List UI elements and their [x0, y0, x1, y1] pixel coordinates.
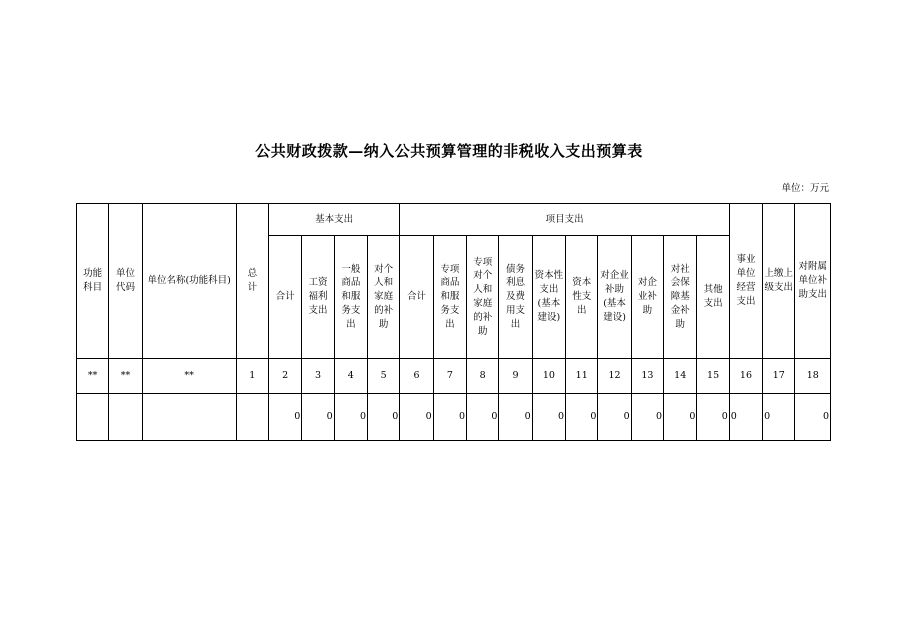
header-project-col: 资本 性支 出: [566, 236, 598, 359]
index-cell: 7: [433, 359, 466, 394]
page-title: 公共财政拨款—纳入公共预算管理的非税收入支出预算表: [255, 142, 643, 160]
data-cell: 0: [499, 394, 532, 441]
index-cell: **: [109, 359, 142, 394]
data-cell: 0: [566, 394, 598, 441]
data-cell: 0: [368, 394, 400, 441]
header-subsidiary-grant: 对附属 单位补 助支出: [795, 204, 831, 359]
index-cell: **: [142, 359, 236, 394]
index-cell: 5: [368, 359, 400, 394]
data-cell: [109, 394, 142, 441]
header-unit-name: 单位名称(功能科目): [142, 204, 236, 359]
header-project-col: 对社 会保 障基 金补 助: [664, 236, 697, 359]
index-cell: 13: [631, 359, 663, 394]
data-cell: 0: [532, 394, 565, 441]
header-project-col: 对企 业补 助: [631, 236, 663, 359]
data-cell: 0: [631, 394, 663, 441]
unit-label: 单位：万元: [781, 183, 829, 194]
header-project-col: 专项 对个 人和 家庭 的补 助: [467, 236, 499, 359]
index-cell: **: [77, 359, 109, 394]
data-cell: 0: [664, 394, 697, 441]
index-cell: 15: [697, 359, 729, 394]
data-cell: 0: [334, 394, 367, 441]
index-row: [77, 359, 831, 394]
data-cell: [77, 394, 109, 441]
header-basic-group: 基本支出: [268, 204, 399, 236]
index-cell: 4: [334, 359, 367, 394]
index-cell: 1: [236, 359, 268, 394]
header-project-col: 专项 商品 和服 务支 出: [433, 236, 466, 359]
index-cell: 12: [598, 359, 631, 394]
header-project-group: 项目支出: [400, 204, 729, 236]
index-cell: 18: [795, 359, 831, 394]
header-project-col: 对企业 补助 (基本 建设): [598, 236, 631, 359]
header-unit-code: 单位 代码: [109, 204, 142, 359]
header-basic-col: 合计: [268, 236, 301, 359]
header-total: 总 计: [236, 204, 268, 359]
header-basic-col: 对个 人和 家庭 的补 助: [368, 236, 400, 359]
data-cell: 0: [433, 394, 466, 441]
header-project-col: 资本性 支出 (基本 建设): [532, 236, 565, 359]
index-cell: 11: [566, 359, 598, 394]
header-basic-col: 工资 福利 支出: [302, 236, 334, 359]
header-basic-col: 一般 商品 和服 务支 出: [334, 236, 367, 359]
data-row: [77, 394, 831, 441]
data-cell: 0: [268, 394, 301, 441]
header-project-col: 债务 利息 及费 用支 出: [499, 236, 532, 359]
data-cell: [142, 394, 236, 441]
header-project-col: 其他 支出: [697, 236, 729, 359]
index-cell: 10: [532, 359, 565, 394]
data-cell: 0: [467, 394, 499, 441]
data-cell: 0: [697, 394, 729, 441]
header-business-expense: 事业 单位 经营 支出: [729, 204, 762, 359]
index-cell: 17: [763, 359, 795, 394]
index-cell: 3: [302, 359, 334, 394]
header-upper-payment: 上缴上 级支出: [763, 204, 795, 359]
index-cell: 9: [499, 359, 532, 394]
data-cell: 0: [763, 394, 795, 441]
data-cell: 0: [598, 394, 631, 441]
data-cell: 0: [302, 394, 334, 441]
header-project-col: 合计: [400, 236, 433, 359]
index-cell: 2: [268, 359, 301, 394]
index-cell: 14: [664, 359, 697, 394]
data-cell: 0: [400, 394, 433, 441]
budget-table: [76, 203, 831, 441]
index-cell: 16: [729, 359, 762, 394]
data-cell: 0: [795, 394, 831, 441]
index-cell: 6: [400, 359, 433, 394]
index-cell: 8: [467, 359, 499, 394]
data-cell: [236, 394, 268, 441]
header-func-code: 功能 科目: [77, 204, 109, 359]
data-cell: 0: [729, 394, 762, 441]
